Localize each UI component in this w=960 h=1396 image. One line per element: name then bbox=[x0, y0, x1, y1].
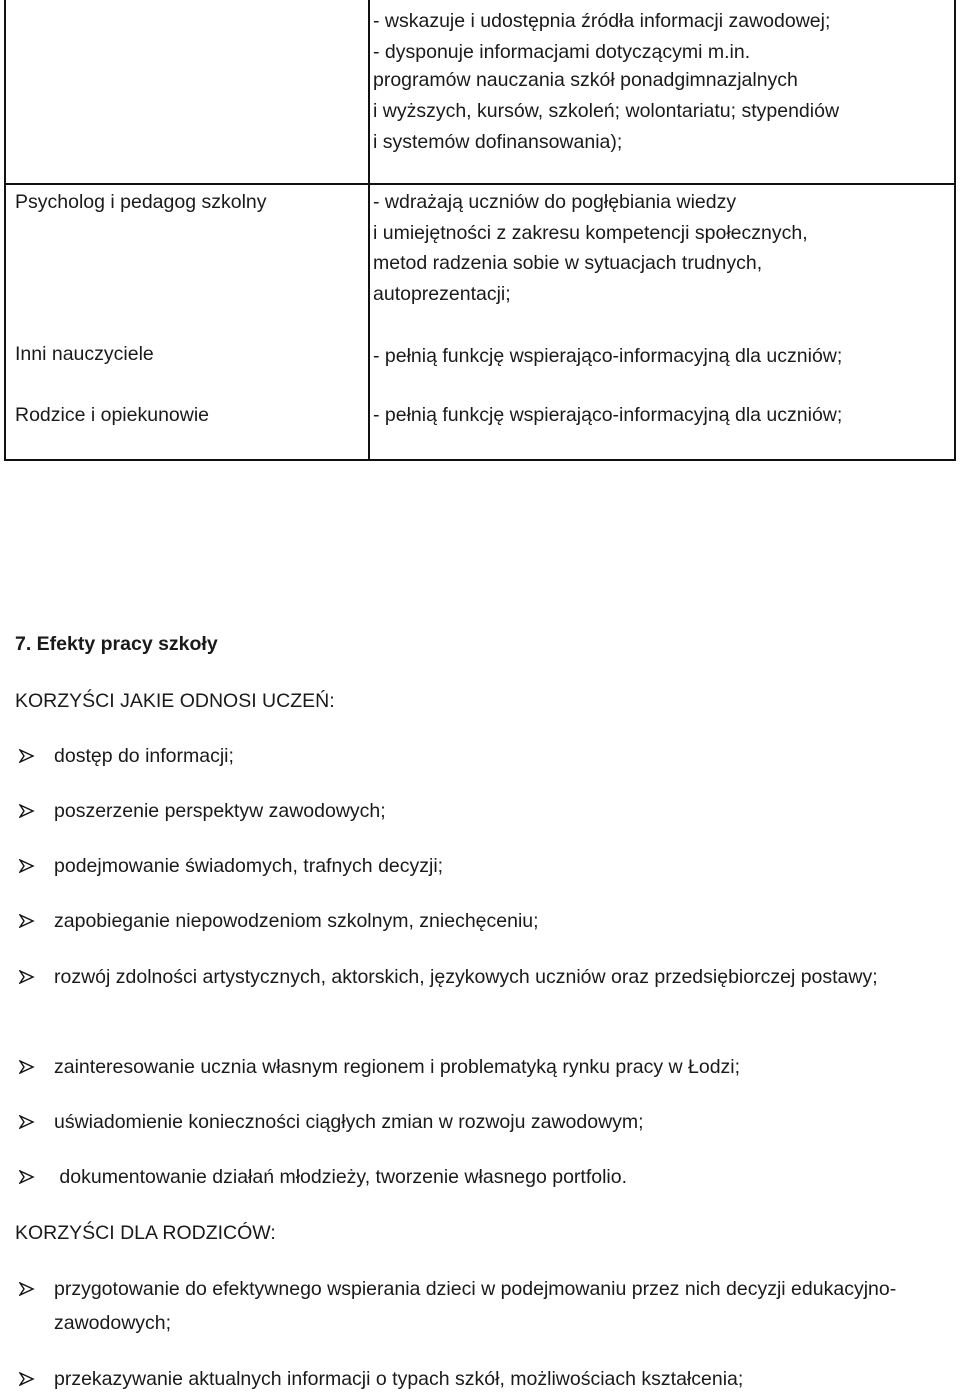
arrowhead-bullet-icon bbox=[19, 914, 35, 928]
arrowhead-bullet-icon bbox=[19, 749, 35, 763]
student-item-5-text: rozwój zdolności artystycznych, aktorskich, językowych uczniów oraz przedsiębiorczej postawy; bbox=[54, 966, 878, 988]
table-row-divider-1 bbox=[6, 183, 954, 185]
parent-item-2 bbox=[54, 1362, 954, 1396]
arrowhead-bullet-icon bbox=[19, 970, 35, 984]
row1-right-line-5: i systemów dofinansowania); bbox=[373, 131, 623, 153]
row1-right-line-4: i wyższych, kursów, szkoleń; wolontariatu; stypendiów bbox=[373, 100, 840, 122]
table-column-divider bbox=[368, 0, 370, 459]
parent-item-2-text: przekazywanie aktualnych informacji o typach szkół, możliwościach kształcenia; bbox=[54, 1368, 744, 1390]
arrowhead-bullet-icon bbox=[19, 1060, 35, 1074]
row1-right-line-3: programów nauczania szkół ponadgimnazjalnych bbox=[373, 69, 798, 91]
student-item-1-text: dostęp do informacji; bbox=[54, 745, 234, 767]
student-item-5 bbox=[54, 960, 954, 994]
section-title: 7. Efekty pracy szkoły bbox=[15, 633, 218, 655]
row1-right-line-2: - dysponuje informacjami dotyczącymi m.in. bbox=[373, 41, 751, 63]
parent-benefits-heading: KORZYŚCI DLA RODZICÓW: bbox=[15, 1222, 276, 1244]
student-item-6-text: zainteresowanie ucznia własnym regionem i problematyką rynku pracy w Łodzi; bbox=[54, 1056, 741, 1078]
parent-item-1 bbox=[54, 1272, 954, 1340]
arrowhead-bullet-icon bbox=[19, 1282, 35, 1296]
arrowhead-bullet-icon bbox=[19, 1372, 35, 1386]
row3-left-role: Inni nauczyciele bbox=[15, 343, 154, 365]
student-item-4 bbox=[54, 904, 954, 938]
arrowhead-bullet-icon bbox=[19, 804, 35, 818]
arrowhead-bullet-icon bbox=[19, 859, 35, 873]
row2-right-line-4: autoprezentacji; bbox=[373, 283, 511, 305]
row2-right-line-3: metod radzenia sobie w sytuacjach trudnych, bbox=[373, 252, 763, 274]
student-item-3 bbox=[54, 849, 954, 883]
student-item-2 bbox=[54, 794, 954, 828]
student-item-8-text: dokumentowanie działań młodzieży, tworzenie własnego portfolio. bbox=[54, 1166, 628, 1188]
student-item-2-text: poszerzenie perspektyw zawodowych; bbox=[54, 800, 386, 822]
student-item-3-text: podejmowanie świadomych, trafnych decyzji; bbox=[54, 855, 444, 877]
student-item-6 bbox=[54, 1050, 954, 1084]
student-benefits-heading: KORZYŚCI JAKIE ODNOSI UCZEŃ: bbox=[15, 690, 335, 712]
row4-right-text: - pełnią funkcję wspierająco-informacyjną dla uczniów; bbox=[373, 404, 843, 426]
row2-right-line-1: - wdrażają uczniów do pogłębiania wiedzy bbox=[373, 191, 737, 213]
row2-right-line-2: i umiejętności z zakresu kompetencji społecznych, bbox=[373, 222, 808, 244]
row3-right-text: - pełnią funkcję wspierająco-informacyjną dla uczniów; bbox=[373, 345, 843, 367]
row2-left-role: Psycholog i pedagog szkolny bbox=[15, 191, 267, 213]
row4-left-role: Rodzice i opiekunowie bbox=[15, 404, 210, 426]
student-item-8 bbox=[54, 1160, 954, 1194]
row1-right-line-1: - wskazuje i udostępnia źródła informacji zawodowej; bbox=[373, 10, 831, 32]
arrowhead-bullet-icon bbox=[19, 1115, 35, 1129]
student-item-4-text: zapobieganie niepowodzeniom szkolnym, zniechęceniu; bbox=[54, 910, 539, 932]
student-item-7-text: uświadomienie konieczności ciągłych zmian w rozwoju zawodowym; bbox=[54, 1111, 644, 1133]
arrowhead-bullet-icon bbox=[19, 1170, 35, 1184]
student-item-1 bbox=[54, 739, 954, 773]
parent-item-1-text: przygotowanie do efektywnego wspierania dzieci w podejmowaniu przez nich decyzji edukacyjno-zawodowych; bbox=[54, 1278, 897, 1334]
student-item-7 bbox=[54, 1105, 954, 1139]
